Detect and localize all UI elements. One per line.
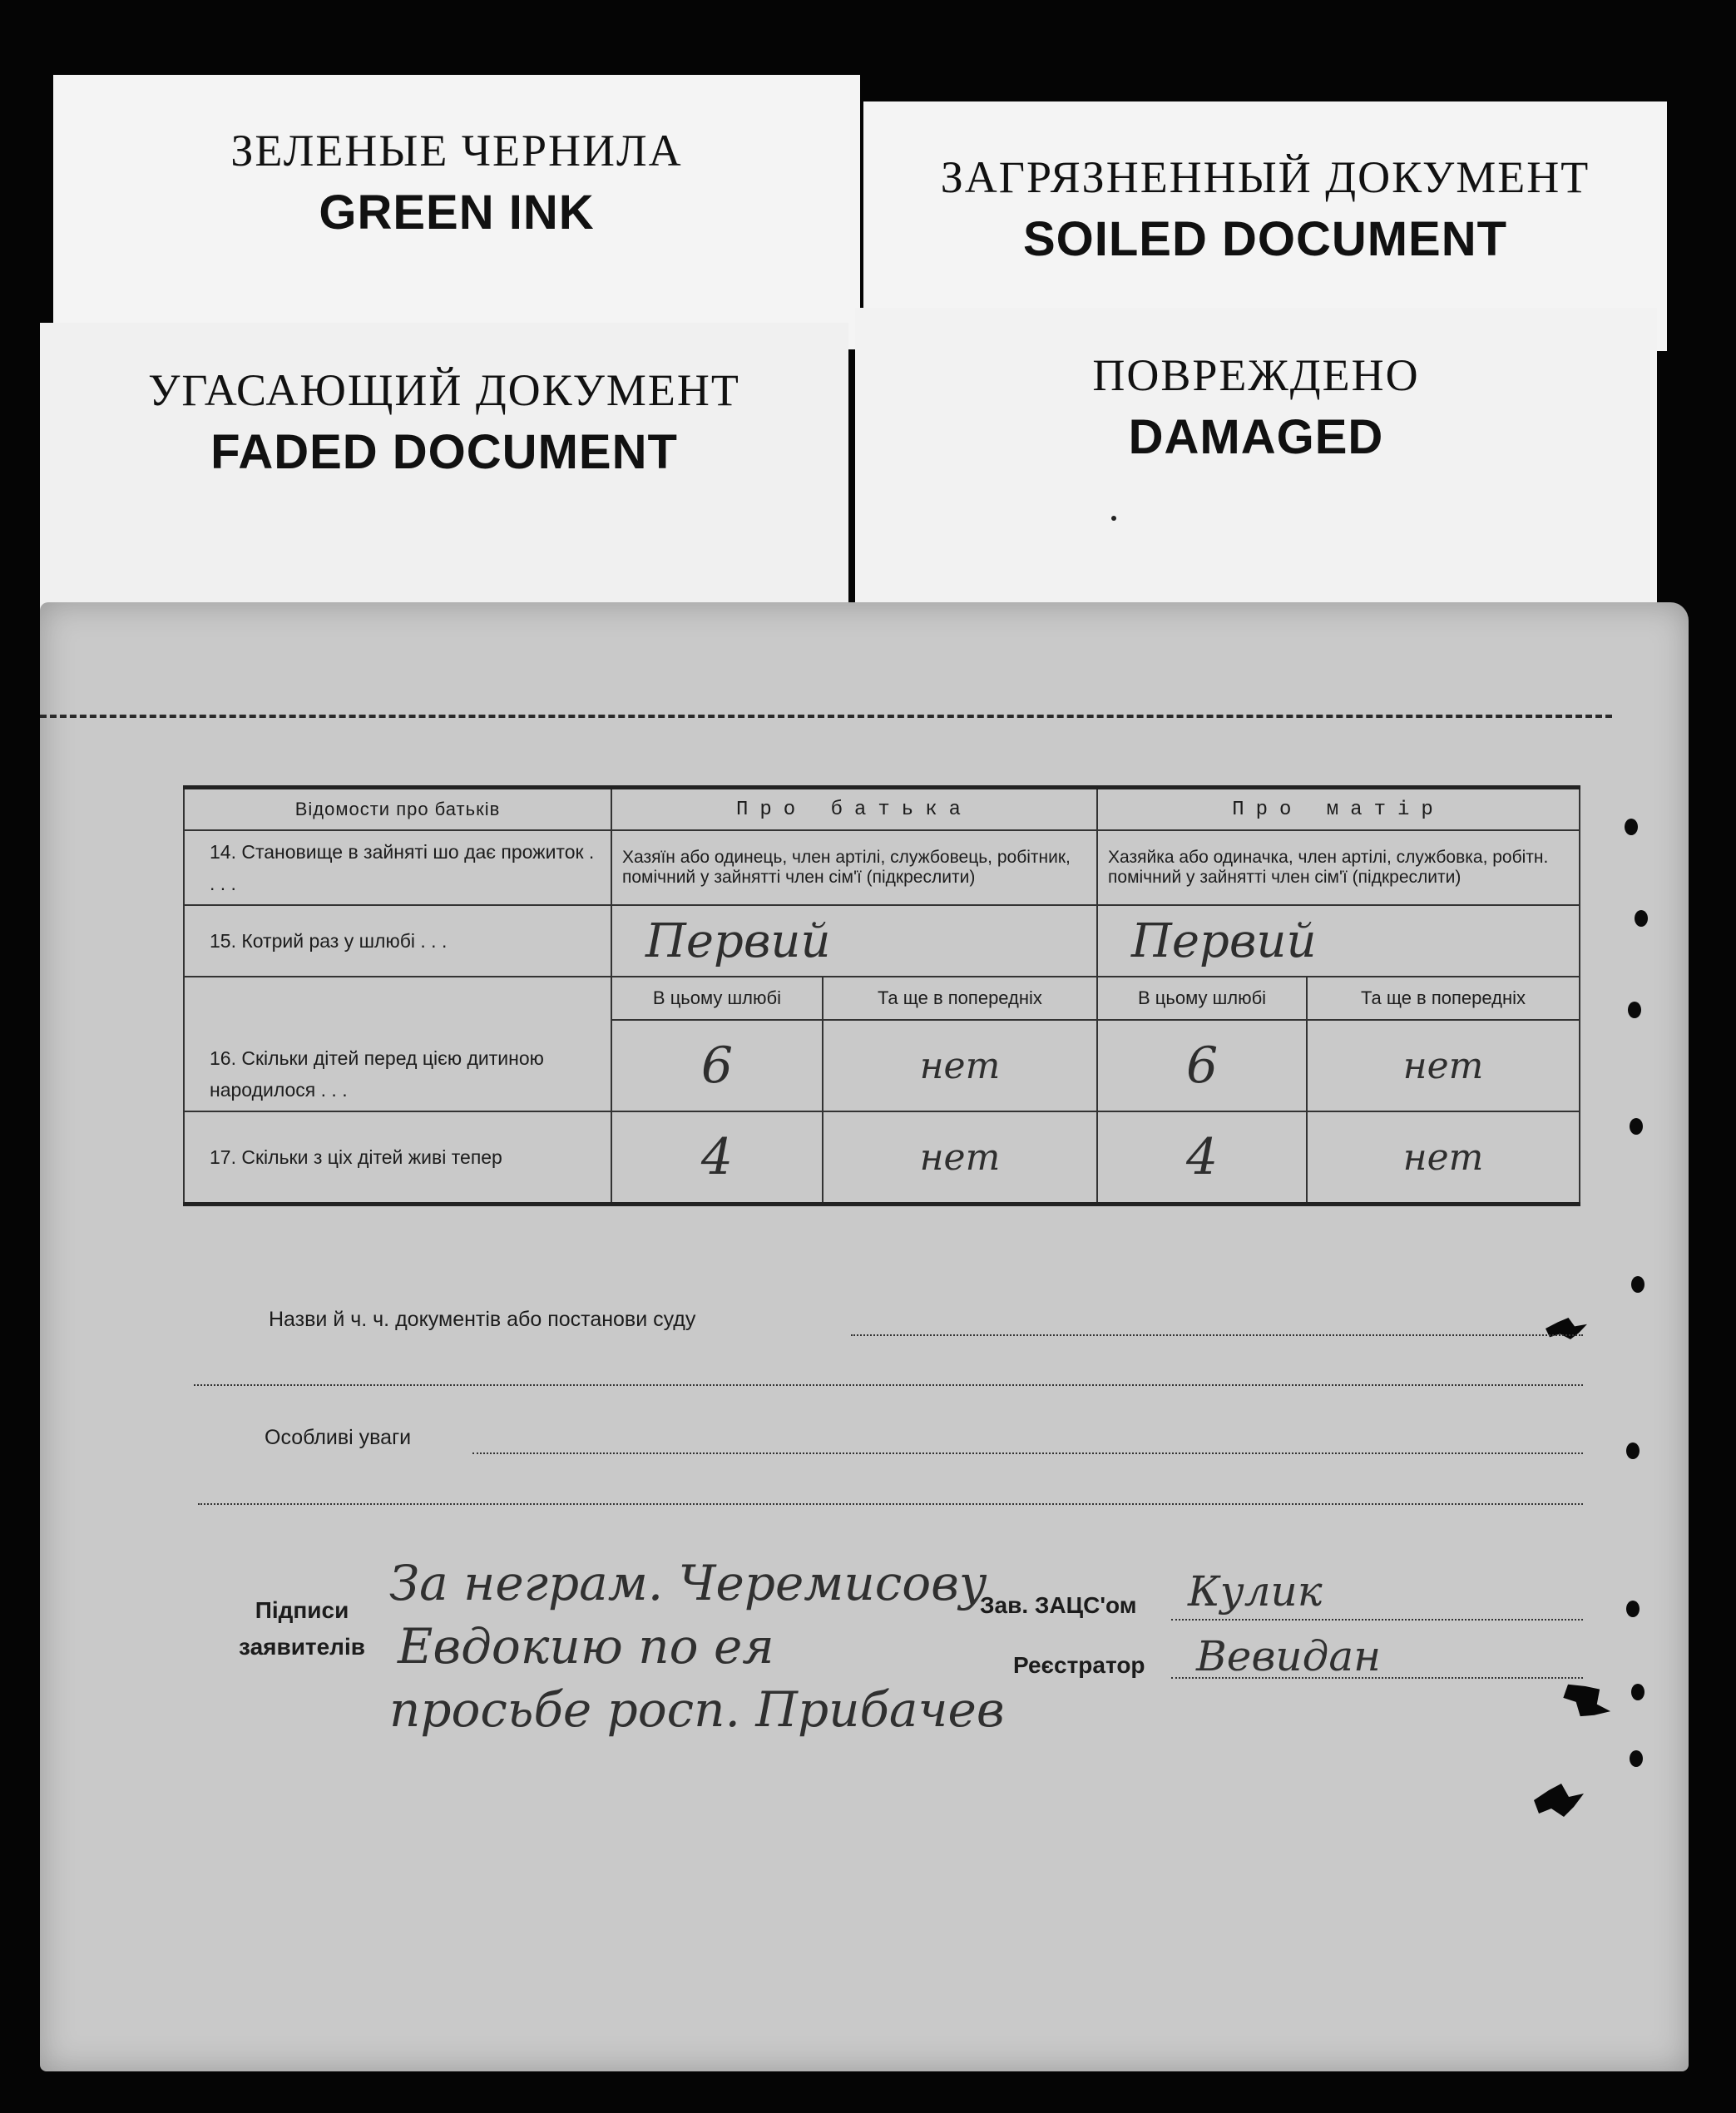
registrar-signature: Вевидан [1196, 1632, 1382, 1680]
ink-dot [1111, 516, 1116, 521]
mother-occupation: Хазяйка або одиначка, член артілі, службовка, робітн. помічний у зайнятті член сім'ї (підкреслити) [1097, 830, 1580, 905]
card-title-en: DAMAGED [1128, 410, 1384, 464]
header-father: Про батька [611, 788, 1097, 831]
binding-hole [1625, 819, 1638, 835]
card-title-ru: ЗЕЛЕНЫЕ ЧЕРНИЛА [230, 126, 683, 176]
notes-fill-line [472, 1452, 1583, 1454]
binding-hole [1630, 1750, 1643, 1767]
row-label-children-born: 16. Скільки дітей перед цією дитиною народилося . . . [184, 977, 611, 1111]
paper-damage [1557, 1671, 1617, 1729]
documents-fill-line [851, 1334, 1583, 1336]
subheader-previous: Та ще в попередніх [823, 977, 1097, 1020]
applicants-signatures-label: Підписи заявителів [239, 1597, 365, 1660]
binding-hole [1631, 1684, 1645, 1700]
header-parents-info: Відомости про батьків [184, 788, 611, 831]
header-mother: Про матір [1097, 788, 1580, 831]
handwritten-signature-line: За неграм. Черемисову [389, 1555, 987, 1611]
registrar-label: Реєстратор [1013, 1652, 1145, 1678]
binding-hole [1626, 1601, 1640, 1617]
mother-marriage-number: Первий [1097, 905, 1580, 977]
children-alive-father-this: 4 [611, 1111, 823, 1205]
label-card-faded-document [40, 323, 848, 622]
row-label-children-alive: 17. Скільки з ціх дітей живі тепер [184, 1111, 611, 1205]
notes-label: Особливі уваги [265, 1426, 412, 1449]
binding-hole [1635, 910, 1648, 927]
card-title-ru: ПОВРЕЖДЕНО [1092, 350, 1420, 400]
head-sign-line [1171, 1619, 1583, 1621]
children-born-father-previous: нет [823, 1020, 1097, 1111]
handwritten-signature-line: просьбе росп. Прибачев [389, 1681, 1005, 1738]
card-title-ru: УГАСАЮЩИЙ ДОКУМЕНТ [148, 365, 740, 415]
children-born-mother-previous: нет [1307, 1020, 1580, 1111]
binding-hole [1628, 1002, 1641, 1018]
father-marriage-number: Первий [611, 905, 1097, 977]
parents-info-table [183, 785, 1580, 1206]
children-alive-mother-this: 4 [1097, 1111, 1307, 1205]
label-card-damaged [855, 308, 1657, 607]
card-title-ru: ЗАГРЯЗНЕННЫЙ ДОКУМЕНТ [940, 152, 1590, 202]
children-born-father-this: 6 [611, 1020, 823, 1111]
head-zags-signature: Кулик [1188, 1567, 1323, 1616]
paper-damage [1534, 1784, 1584, 1817]
father-occupation: Хазяїн або одинець, член артілі, службовець, робітник, помічний у зайнятті член сім'ї (підкреслити) [611, 830, 1097, 905]
label-card-green-ink [53, 75, 860, 349]
card-title-en: SOILED DOCUMENT [1022, 212, 1508, 266]
row-label-occupation: 14. Становище в зайняті шо дає прожиток . . . . [184, 830, 611, 905]
record-form-sheet [40, 602, 1689, 2071]
documents-label: Назви й ч. ч. документів або постанови суду [269, 1308, 696, 1331]
children-born-mother-this: 6 [1097, 1020, 1307, 1111]
registrar-sign-line [1171, 1677, 1583, 1679]
children-alive-father-previous: нет [823, 1111, 1097, 1205]
handwritten-signature-line: Евдокию по ея [398, 1618, 774, 1675]
notes-fill-line [198, 1503, 1583, 1505]
binding-holes [1625, 794, 1658, 1958]
head-zags-label: Зав. ЗАЦС'ом [980, 1592, 1137, 1618]
subheader-previous: Та ще в попередніх [1307, 977, 1580, 1020]
card-title-en: GREEN INK [319, 186, 595, 240]
paper-damage [1546, 1318, 1587, 1339]
card-title-en: FADED DOCUMENT [210, 425, 678, 479]
row-label-marriage-number: 15. Котрий раз у шлюбі . . . [184, 905, 611, 977]
subheader-this-marriage: В цьому шлюбі [611, 977, 823, 1020]
subheader-this-marriage: В цьому шлюбі [1097, 977, 1307, 1020]
documents-fill-line [194, 1384, 1583, 1386]
children-alive-mother-previous: нет [1307, 1111, 1580, 1205]
binding-hole [1626, 1442, 1640, 1459]
binding-hole [1630, 1118, 1643, 1135]
perforation-line [40, 715, 1612, 718]
binding-hole [1631, 1276, 1645, 1293]
